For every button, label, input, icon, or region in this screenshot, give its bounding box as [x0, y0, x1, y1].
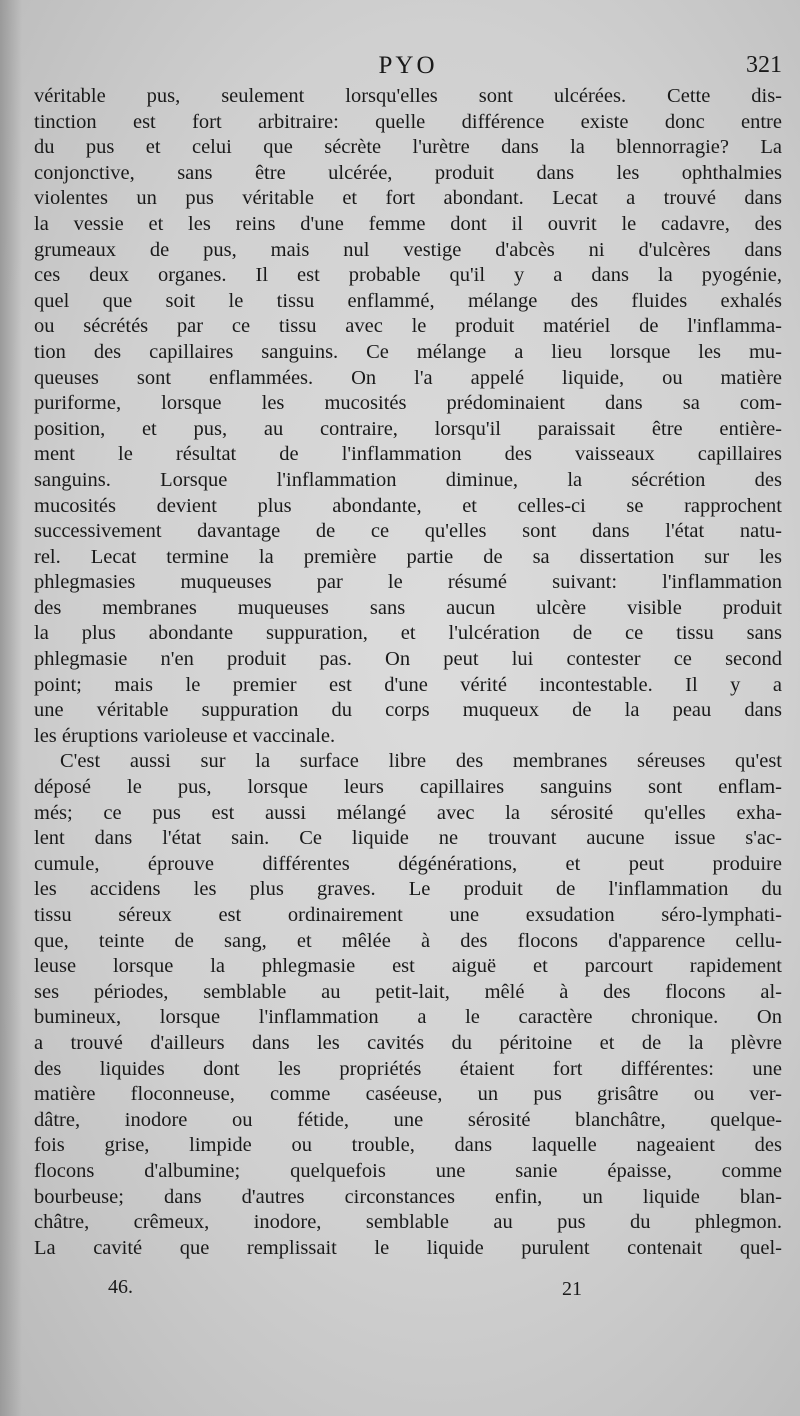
running-head: PYO — [378, 52, 438, 79]
text-line: position, et pus, au contraire, lorsqu'il paraissait être entière- — [34, 417, 782, 440]
text-line: ces deux organes. Il est probable qu'il y a dans la pyogénie, — [34, 264, 782, 287]
signature-mark: 46. — [108, 1276, 133, 1298]
text-line: a trouvé d'ailleurs dans les cavités du péritoine et de la plèvre — [34, 1031, 782, 1054]
text-line: quel que soit le tissu enflammé, mélange des fluides exhalés — [34, 289, 782, 312]
text-line: leuse lorsque la phlegmasie est aiguë et parcourt rapidement — [34, 955, 782, 978]
text-line: tion des capillaires sanguins. Ce mélange a lieu lorsque les mu- — [34, 340, 782, 363]
text-line: ment le résultat de l'inflammation des vaisseaux capillaires — [34, 443, 782, 466]
text-line: ses périodes, semblable au petit-lait, mêlé à des flocons al- — [34, 980, 782, 1003]
text-line: La cavité que remplissait le liquide purulent contenait quel- — [34, 1236, 782, 1259]
sheet-number: 21 — [562, 1278, 582, 1300]
text-line: rel. Lecat termine la première partie de sa dissertation sur les — [34, 545, 782, 568]
text-line: dâtre, inodore ou fétide, une sérosité blanchâtre, quelque- — [34, 1108, 782, 1131]
text-line: lent dans l'état sain. Ce liquide ne trouvant aucune issue s'ac- — [34, 827, 782, 850]
text-line: une véritable suppuration du corps muqueux de la peau dans — [34, 699, 782, 722]
text-line: les accidens les plus graves. Le produit de l'inflammation du — [34, 878, 782, 901]
text-line: châtre, crêmeux, inodore, semblable au pus du phlegmon. — [34, 1211, 782, 1234]
text-line: point; mais le premier est d'une vérité incontestable. Il y a — [34, 673, 782, 696]
body-text — [34, 84, 782, 1261]
text-line: les éruptions varioleuse et vaccinale. — [34, 724, 336, 747]
page-header — [34, 52, 782, 88]
text-line: grumeaux de pus, mais nul vestige d'abcès ni d'ulcères dans — [34, 238, 782, 261]
text-line: tinction est fort arbitraire: quelle différence existe donc entre — [34, 110, 782, 133]
text-line: phlegmasies muqueuses par le résumé suivant: l'inflammation — [34, 571, 782, 594]
text-line: ou sécrétés par ce tissu avec le produit matériel de l'inflamma- — [34, 315, 782, 338]
text-line: conjonctive, sans être ulcérée, produit dans les ophthalmies — [34, 161, 782, 184]
text-line: més; ce pus est aussi mélangé avec la sérosité qu'elles exha- — [34, 801, 782, 824]
text-line: queuses sont enflammées. On l'a appelé liquide, ou matière — [34, 366, 782, 389]
text-line: fois grise, limpide ou trouble, dans laquelle nageaient des — [34, 1134, 782, 1157]
text-line: des membranes muqueuses sans aucun ulcère visible produit — [34, 596, 782, 619]
text-line: matière floconneuse, comme caséeuse, un pus grisâtre ou ver- — [34, 1083, 782, 1106]
text-line: violentes un pus véritable et fort abondant. Lecat a trouvé dans — [34, 187, 782, 210]
text-line: véritable pus, seulement lorsqu'elles sont ulcérées. Cette dis- — [34, 85, 782, 107]
text-line: que, teinte de sang, et mêlée à des flocons d'apparence cellu- — [34, 929, 782, 952]
text-line: sanguins. Lorsque l'inflammation diminue, la sécrétion des — [34, 468, 782, 491]
text-line: la plus abondante suppuration, et l'ulcération de ce tissu sans — [34, 622, 782, 645]
text-line: bourbeuse; dans d'autres circonstances enfin, un liquide blan- — [34, 1185, 782, 1208]
text-line: tissu séreux est ordinairement une exsudation séro-lymphati- — [34, 904, 782, 926]
text-line: des liquides dont les propriétés étaient fort différentes: une — [34, 1057, 782, 1080]
text-line: du pus et celui que sécrète l'urètre dans la blennorragie? La — [34, 136, 782, 159]
binding-shadow — [0, 0, 22, 1416]
text-line: C'est aussi sur la surface libre des membranes séreuses qu'est — [60, 750, 782, 773]
text-line: cumule, éprouve différentes dégénérations, et peut produire — [34, 852, 782, 875]
text-line: bumineux, lorsque l'inflammation a le caractère chronique. On — [34, 1006, 782, 1029]
text-line: flocons d'albumine; quelquefois une sanie épaisse, comme — [34, 1159, 782, 1182]
text-line: la vessie et les reins d'une femme dont il ouvrit le cadavre, des — [34, 212, 782, 235]
text-line: puriforme, lorsque les mucosités prédominaient dans sa com- — [34, 392, 782, 415]
page-number: 321 — [746, 52, 782, 78]
text-line: déposé le pus, lorsque leurs capillaires sanguins sont enflam- — [34, 776, 782, 799]
text-line: mucosités devient plus abondante, et celles-ci se rapprochent — [34, 494, 782, 517]
text-line: successivement davantage de ce qu'elles sont dans l'état natu- — [34, 520, 782, 543]
text-line: phlegmasie n'en produit pas. On peut lui contester ce second — [34, 648, 782, 671]
